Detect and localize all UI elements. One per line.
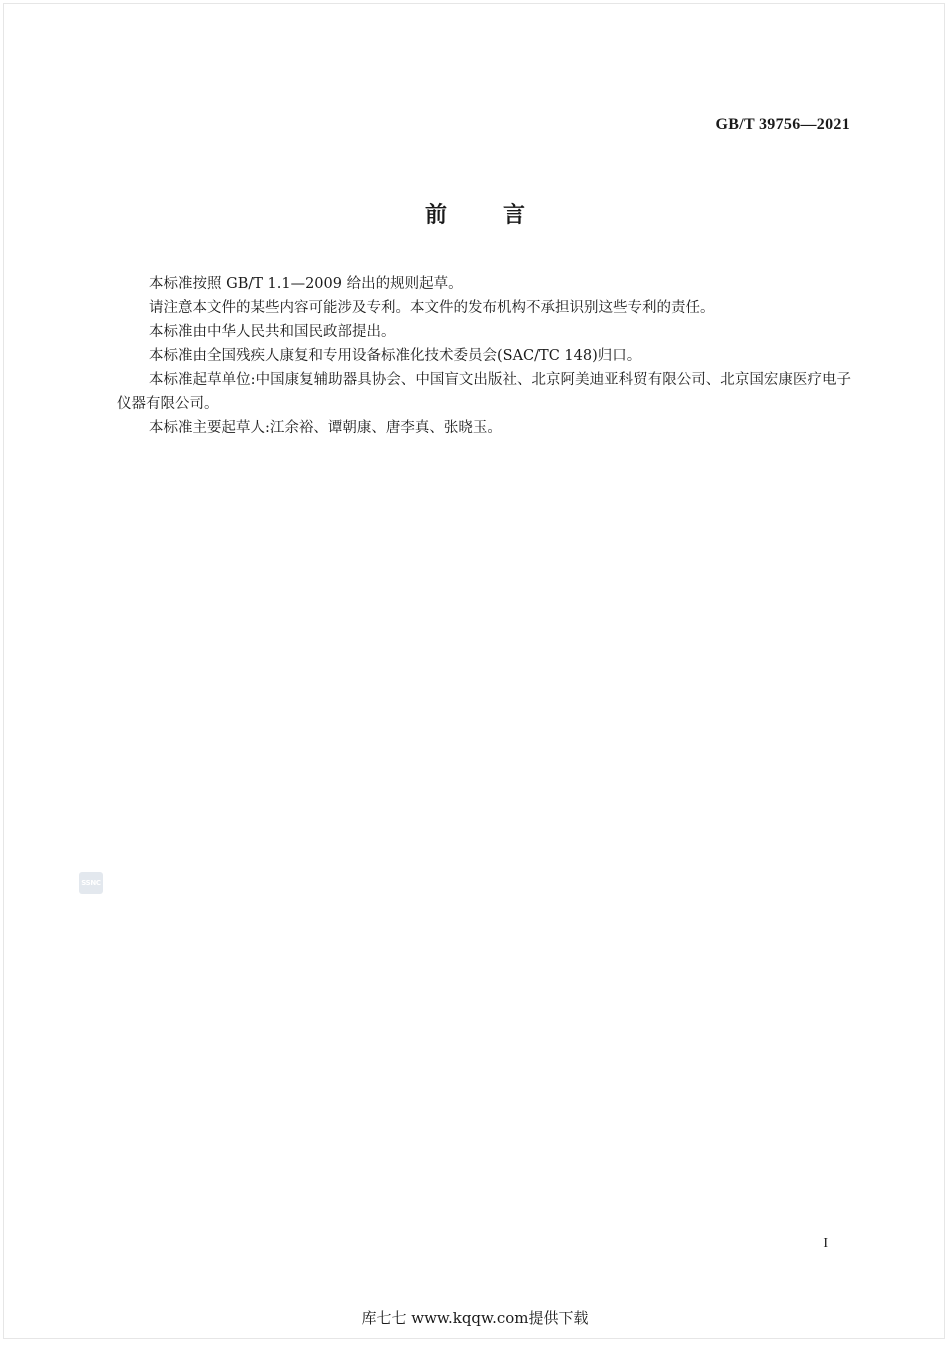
standard-code: GB/T 39756—2021	[715, 116, 850, 133]
watermark-logo: SSNC	[79, 872, 103, 894]
page-title: 前言	[424, 203, 581, 228]
foreword-body	[117, 272, 851, 440]
paragraph-patent-notice: 请注意本文件的某些内容可能涉及专利。本文件的发布机构不承担识别这些专利的责任。	[149, 300, 715, 316]
paragraph-drafting-rules: 本标准按照 GB/T 1.1—2009 给出的规则起草。	[149, 276, 463, 292]
paragraph-drafters: 本标准主要起草人:江余裕、谭朝康、唐李真、张晓玉。	[149, 420, 502, 436]
download-footer: 库七七 www.kqqw.com提供下载	[361, 1309, 589, 1327]
page-number: I	[823, 1236, 828, 1251]
paragraph-drafting-units: 本标准起草单位:中国康复辅助器具协会、中国盲文出版社、北京阿美迪亚科贸有限公司、北京国宏康医疗电子仪器有限公司。	[117, 372, 851, 412]
paragraph-proposer: 本标准由中华人民共和国民政部提出。	[149, 324, 396, 340]
paragraph-administrator: 本标准由全国残疾人康复和专用设备标准化技术委员会(SAC/TC 148)归口。	[149, 348, 642, 364]
